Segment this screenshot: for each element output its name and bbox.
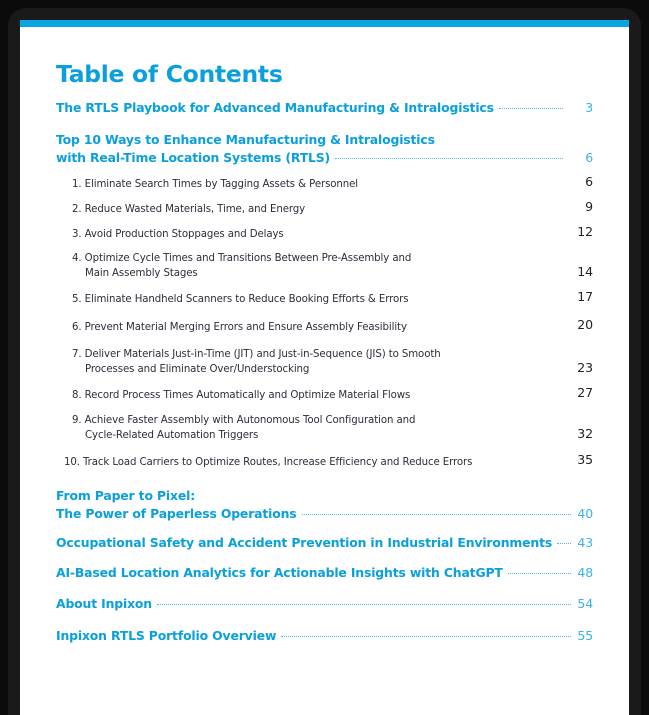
toc-entry-label-line1: Top 10 Ways to Enhance Manufacturing & Intralogistics	[56, 132, 435, 147]
toc-subentry-9[interactable]	[56, 413, 593, 443]
toc-page-number: 9	[585, 199, 593, 214]
toc-subentry-label-line1: 7. Deliver Materials Just-in-Time (JIT) and Just-in-Sequence (JIS) to Smooth	[72, 349, 441, 360]
toc-subentry-7[interactable]	[56, 347, 593, 377]
toc-page-number: 12	[577, 224, 593, 239]
dotted-leader	[302, 514, 572, 515]
toc-subentry-5[interactable]	[56, 291, 593, 307]
accent-top-bar	[20, 20, 629, 27]
dotted-leader	[335, 158, 563, 159]
toc-page-number: 48	[577, 565, 593, 580]
toc-subentry-4[interactable]	[56, 251, 593, 281]
toc-entry-rtls-portfolio[interactable]	[56, 627, 593, 645]
toc-page-number: 35	[577, 452, 593, 467]
toc-subentry-label-line1: 9. Achieve Faster Assembly with Autonomous Tool Configuration and	[72, 415, 416, 426]
toc-page-number: 27	[577, 385, 593, 400]
toc-page-number: 23	[577, 360, 593, 375]
toc-entry-label: The RTLS Playbook for Advanced Manufacturing & Intralogistics	[56, 100, 494, 115]
toc-entry-label: Inpixon RTLS Portfolio Overview	[56, 628, 277, 643]
toc-subentry-label-line2: Cycle-Related Automation Triggers	[85, 430, 259, 441]
toc-subentry-3[interactable]	[56, 226, 593, 242]
toc-page-number: 17	[577, 289, 593, 304]
dotted-leader	[499, 108, 563, 109]
toc-page-number: 40	[577, 506, 593, 521]
dotted-leader	[557, 543, 571, 544]
toc-page-number: 54	[577, 596, 593, 611]
toc-subentry-label: 2. Reduce Wasted Materials, Time, and Energy	[72, 204, 306, 215]
toc-entry-label-line2: The Power of Paperless Operations	[56, 506, 297, 521]
toc-subentry-1[interactable]	[56, 176, 593, 192]
toc-subentry-label-line2: Processes and Eliminate Over/Understocking	[85, 364, 310, 375]
toc-subentry-label-line1: 4. Optimize Cycle Times and Transitions Between Pre-Assembly and	[72, 253, 412, 264]
toc-subentry-label: 6. Prevent Material Merging Errors and Ensure Assembly Feasibility	[72, 322, 407, 333]
toc-page-number: 20	[577, 317, 593, 332]
toc-entry-about-inpixon[interactable]	[56, 595, 593, 613]
dotted-leader	[281, 636, 571, 637]
toc-entry-paper-to-pixel[interactable]	[56, 487, 593, 523]
toc-subentry-label: 5. Eliminate Handheld Scanners to Reduce Booking Efforts & Errors	[72, 294, 409, 305]
toc-page-number: 43	[577, 535, 593, 550]
toc-entry-occupational-safety[interactable]	[56, 534, 593, 552]
toc-entry-top-10-ways[interactable]	[56, 131, 593, 167]
page-title: Table of Contents	[56, 60, 283, 88]
toc-entry-ai-location-analytics[interactable]	[56, 564, 593, 582]
toc-page-number: 55	[577, 628, 593, 643]
toc-subentry-label: 10. Track Load Carriers to Optimize Routes, Increase Efficiency and Reduce Errors	[64, 457, 473, 468]
toc-page-number: 32	[577, 426, 593, 441]
toc-entry-rtls-playbook[interactable]	[56, 99, 593, 117]
dotted-leader	[508, 573, 572, 574]
toc-subentry-label: 1. Eliminate Search Times by Tagging Assets & Personnel	[72, 179, 359, 190]
toc-entry-label-line2: with Real-Time Location Systems (RTLS)	[56, 150, 331, 165]
toc-subentry-8[interactable]	[56, 387, 593, 403]
toc-page-number: 6	[585, 150, 593, 165]
toc-subentry-label: 8. Record Process Times Automatically and Optimize Material Flows	[72, 390, 411, 401]
toc-page-number: 14	[577, 264, 593, 279]
toc-page-number: 6	[585, 174, 593, 189]
dotted-leader	[157, 604, 571, 605]
document-page	[20, 20, 629, 715]
toc-subentry-label: 3. Avoid Production Stoppages and Delays	[72, 229, 284, 240]
toc-subentry-label-line2: Main Assembly Stages	[85, 268, 198, 279]
toc-entry-label: AI-Based Location Analytics for Actionable Insights with ChatGPT	[56, 565, 503, 580]
toc-entry-label: About Inpixon	[56, 596, 152, 611]
toc-subentry-6[interactable]	[56, 319, 593, 335]
toc-subentry-2[interactable]	[56, 201, 593, 217]
toc-page-number: 3	[585, 100, 593, 115]
toc-subentry-10[interactable]	[56, 454, 593, 470]
toc-entry-label: Occupational Safety and Accident Prevention in Industrial Environments	[56, 535, 553, 550]
toc-entry-label-line1: From Paper to Pixel:	[56, 488, 196, 503]
